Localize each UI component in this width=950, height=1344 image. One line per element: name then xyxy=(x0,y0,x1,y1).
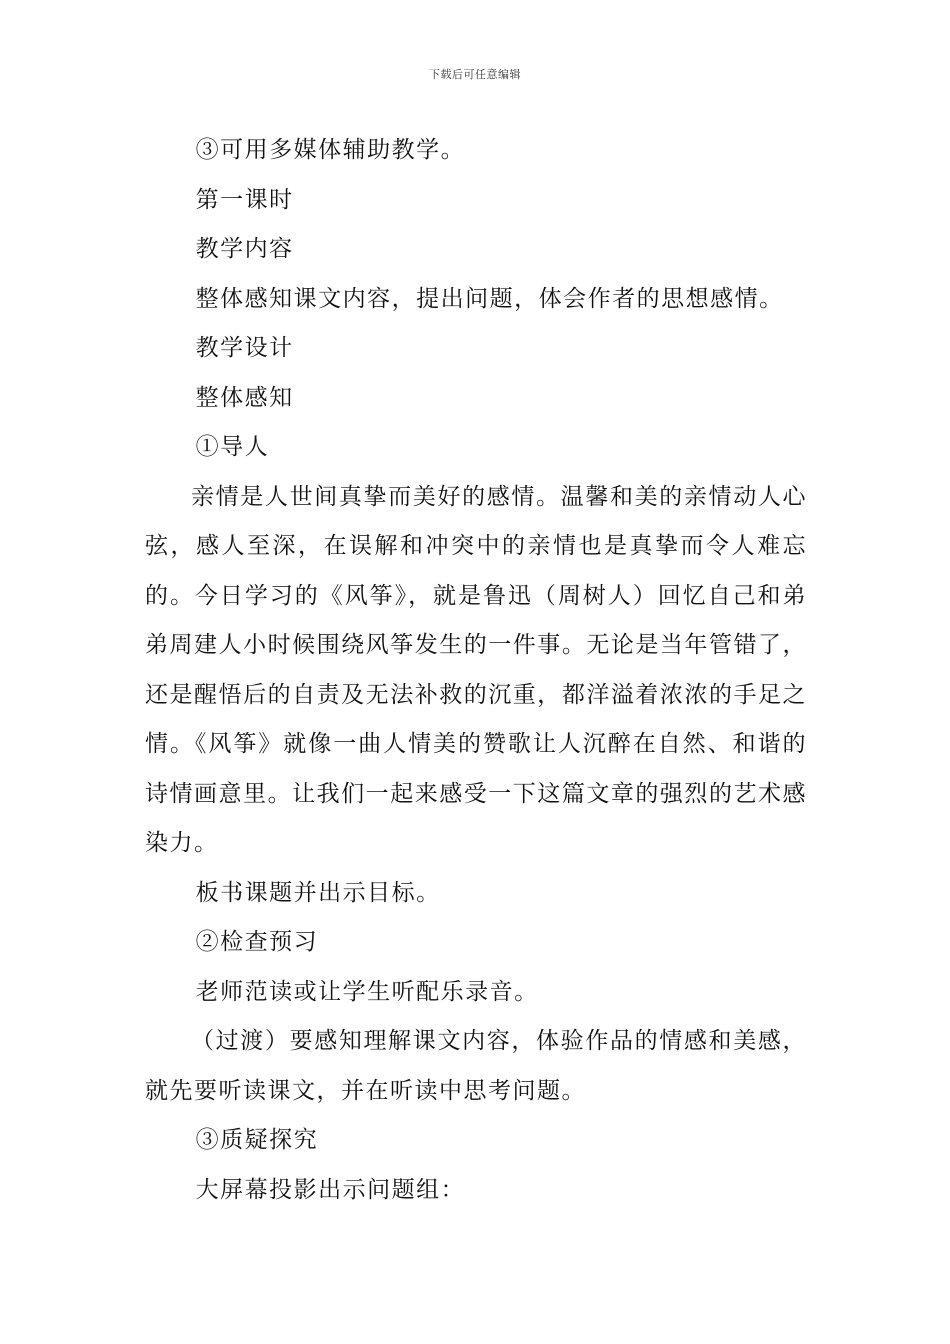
paragraph-overall-perception-heading: 整体感知 xyxy=(195,384,294,411)
paragraph-introduction-heading: ①导人 xyxy=(195,434,270,460)
document-body xyxy=(145,126,807,1215)
paragraph-projection: 大屏幕投影出示问题组： xyxy=(195,1176,466,1203)
paragraph-multimedia: ③可用多媒体辅助教学。 xyxy=(195,137,466,163)
paragraph-teaching-content-heading: 教学内容 xyxy=(195,236,294,262)
paragraph-check-preview-heading: ②检查预习 xyxy=(195,929,319,955)
paragraph-teaching-design-heading: 教学设计 xyxy=(195,335,294,361)
paragraph-introduction-body: 亲情是人世间真挚而美好的感情。温馨和美的亲情动人心弦，感人至深，在误解和冲突中的亲情也是真挚而令人难忘的。今日学习的《风筝》，就是鲁迅（周树人）回忆自己和弟弟周建人小时候围绕风筝发生的一件事。无论是当年管错了，还是醒悟后的自责及无法补救的沉重，都洋溢着浓浓的手足之情。《风筝》就像一曲人情美的赞歌让人沉醉在自然、和谐的诗情画意里。让我们一起来感受一下这篇文章的强烈的艺术感染力。 xyxy=(145,483,807,856)
paragraph-first-lesson: 第一课时 xyxy=(195,186,294,213)
paragraph-inquiry-heading: ③质疑探究 xyxy=(195,1127,319,1153)
paragraph-transition: （过渡）要感知理解课文内容，体验作品的情感和美感，就先要听读课文，并在听读中思考问题。 xyxy=(145,1028,807,1104)
paragraph-teacher-reading: 老师范读或让学生听配乐录音。 xyxy=(195,978,539,1005)
paragraph-teaching-content: 整体感知课文内容，提出问题，体会作者的思想感情。 xyxy=(195,285,784,312)
paragraph-blackboard: 板书课题并出示目标。 xyxy=(195,879,441,906)
page-header: 下载后可任意编辑 xyxy=(429,68,521,81)
